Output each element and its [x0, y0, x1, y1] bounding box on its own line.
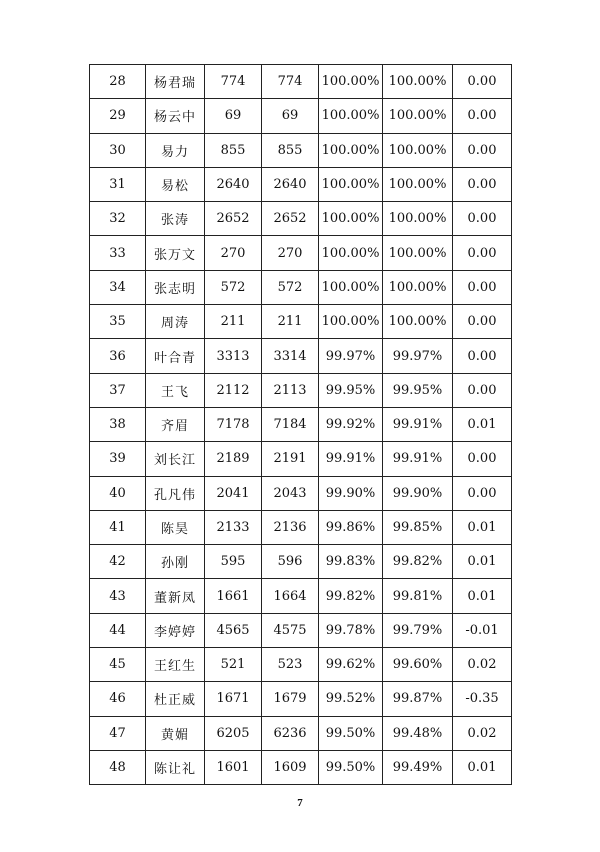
count-b-cell: 211	[262, 305, 319, 339]
row-number-cell: 48	[90, 750, 146, 784]
name-cell: 叶合青	[146, 339, 205, 373]
count-b-cell: 855	[262, 133, 319, 167]
percent-2-cell: 99.85%	[383, 510, 453, 544]
percent-1-cell: 99.97%	[319, 339, 383, 373]
count-a-cell: 572	[205, 270, 262, 304]
difference-cell: 0.00	[453, 305, 512, 339]
percent-2-cell: 99.90%	[383, 476, 453, 510]
count-a-cell: 2041	[205, 476, 262, 510]
percent-2-cell: 99.60%	[383, 648, 453, 682]
difference-cell: 0.00	[453, 270, 512, 304]
table-row	[90, 270, 512, 304]
count-b-cell: 2043	[262, 476, 319, 510]
name-cell: 陈让礼	[146, 750, 205, 784]
row-number-cell: 42	[90, 545, 146, 579]
percent-2-cell: 99.91%	[383, 407, 453, 441]
count-b-cell: 596	[262, 545, 319, 579]
count-a-cell: 521	[205, 648, 262, 682]
name-cell: 杨云中	[146, 99, 205, 133]
percent-1-cell: 99.50%	[319, 716, 383, 750]
percent-2-cell: 100.00%	[383, 202, 453, 236]
percent-1-cell: 99.50%	[319, 750, 383, 784]
percent-1-cell: 100.00%	[319, 65, 383, 99]
name-cell: 杜正威	[146, 682, 205, 716]
table-row	[90, 716, 512, 750]
table-body	[90, 65, 512, 785]
table-row	[90, 648, 512, 682]
percent-1-cell: 100.00%	[319, 99, 383, 133]
table-row	[90, 442, 512, 476]
count-a-cell: 855	[205, 133, 262, 167]
difference-cell: 0.01	[453, 510, 512, 544]
table-row	[90, 476, 512, 510]
count-b-cell: 4575	[262, 613, 319, 647]
count-a-cell: 4565	[205, 613, 262, 647]
count-b-cell: 6236	[262, 716, 319, 750]
count-a-cell: 2652	[205, 202, 262, 236]
count-b-cell: 2136	[262, 510, 319, 544]
name-cell: 张涛	[146, 202, 205, 236]
count-b-cell: 2113	[262, 373, 319, 407]
name-cell: 李婷婷	[146, 613, 205, 647]
percent-2-cell: 100.00%	[383, 270, 453, 304]
count-b-cell: 1609	[262, 750, 319, 784]
count-a-cell: 1671	[205, 682, 262, 716]
count-b-cell: 3314	[262, 339, 319, 373]
difference-cell: 0.00	[453, 339, 512, 373]
count-a-cell: 211	[205, 305, 262, 339]
table-row	[90, 65, 512, 99]
data-table	[89, 64, 512, 785]
count-b-cell: 1679	[262, 682, 319, 716]
difference-cell: 0.00	[453, 167, 512, 201]
row-number-cell: 45	[90, 648, 146, 682]
count-a-cell: 2640	[205, 167, 262, 201]
difference-cell: 0.00	[453, 133, 512, 167]
percent-2-cell: 99.91%	[383, 442, 453, 476]
name-cell: 董新凤	[146, 579, 205, 613]
row-number-cell: 36	[90, 339, 146, 373]
table-row	[90, 613, 512, 647]
percent-2-cell: 100.00%	[383, 99, 453, 133]
percent-1-cell: 99.52%	[319, 682, 383, 716]
percent-1-cell: 99.86%	[319, 510, 383, 544]
percent-1-cell: 100.00%	[319, 270, 383, 304]
table-row	[90, 373, 512, 407]
difference-cell: 0.01	[453, 407, 512, 441]
row-number-cell: 41	[90, 510, 146, 544]
name-cell: 张万文	[146, 236, 205, 270]
row-number-cell: 29	[90, 99, 146, 133]
difference-cell: 0.00	[453, 202, 512, 236]
percent-1-cell: 99.91%	[319, 442, 383, 476]
percent-1-cell: 100.00%	[319, 236, 383, 270]
name-cell: 易力	[146, 133, 205, 167]
difference-cell: 0.01	[453, 579, 512, 613]
table-row	[90, 236, 512, 270]
row-number-cell: 46	[90, 682, 146, 716]
percent-1-cell: 100.00%	[319, 133, 383, 167]
difference-cell: 0.00	[453, 442, 512, 476]
percent-2-cell: 99.97%	[383, 339, 453, 373]
row-number-cell: 39	[90, 442, 146, 476]
row-number-cell: 37	[90, 373, 146, 407]
name-cell: 黄媚	[146, 716, 205, 750]
count-a-cell: 6205	[205, 716, 262, 750]
difference-cell: 0.02	[453, 716, 512, 750]
count-b-cell: 572	[262, 270, 319, 304]
percent-2-cell: 100.00%	[383, 133, 453, 167]
table-row	[90, 510, 512, 544]
table-row	[90, 202, 512, 236]
page-number: 7	[297, 797, 303, 809]
count-a-cell: 2133	[205, 510, 262, 544]
percent-1-cell: 99.82%	[319, 579, 383, 613]
count-a-cell: 7178	[205, 407, 262, 441]
row-number-cell: 31	[90, 167, 146, 201]
name-cell: 齐眉	[146, 407, 205, 441]
difference-cell: 0.00	[453, 373, 512, 407]
percent-2-cell: 100.00%	[383, 236, 453, 270]
count-b-cell: 774	[262, 65, 319, 99]
table-row	[90, 682, 512, 716]
count-a-cell: 1601	[205, 750, 262, 784]
name-cell: 易松	[146, 167, 205, 201]
percent-1-cell: 100.00%	[319, 167, 383, 201]
name-cell: 王红生	[146, 648, 205, 682]
difference-cell: 0.01	[453, 750, 512, 784]
table-row	[90, 339, 512, 373]
percent-1-cell: 99.83%	[319, 545, 383, 579]
percent-1-cell: 99.90%	[319, 476, 383, 510]
difference-cell: 0.00	[453, 99, 512, 133]
count-b-cell: 2191	[262, 442, 319, 476]
row-number-cell: 44	[90, 613, 146, 647]
count-b-cell: 2640	[262, 167, 319, 201]
name-cell: 刘长江	[146, 442, 205, 476]
difference-cell: -0.01	[453, 613, 512, 647]
name-cell: 孔凡伟	[146, 476, 205, 510]
row-number-cell: 43	[90, 579, 146, 613]
row-number-cell: 34	[90, 270, 146, 304]
row-number-cell: 30	[90, 133, 146, 167]
table-row	[90, 99, 512, 133]
difference-cell: 0.01	[453, 545, 512, 579]
difference-cell: 0.00	[453, 65, 512, 99]
count-b-cell: 2652	[262, 202, 319, 236]
table-row	[90, 545, 512, 579]
count-a-cell: 2189	[205, 442, 262, 476]
count-a-cell: 3313	[205, 339, 262, 373]
name-cell: 王飞	[146, 373, 205, 407]
count-b-cell: 1664	[262, 579, 319, 613]
count-a-cell: 2112	[205, 373, 262, 407]
percent-1-cell: 99.92%	[319, 407, 383, 441]
percent-2-cell: 99.87%	[383, 682, 453, 716]
percent-1-cell: 99.95%	[319, 373, 383, 407]
count-a-cell: 69	[205, 99, 262, 133]
name-cell: 陈昊	[146, 510, 205, 544]
percent-2-cell: 99.79%	[383, 613, 453, 647]
row-number-cell: 47	[90, 716, 146, 750]
percent-2-cell: 100.00%	[383, 65, 453, 99]
row-number-cell: 40	[90, 476, 146, 510]
difference-cell: 0.00	[453, 236, 512, 270]
percent-2-cell: 99.48%	[383, 716, 453, 750]
row-number-cell: 28	[90, 65, 146, 99]
percent-2-cell: 99.95%	[383, 373, 453, 407]
row-number-cell: 33	[90, 236, 146, 270]
percent-1-cell: 100.00%	[319, 202, 383, 236]
name-cell: 周涛	[146, 305, 205, 339]
count-a-cell: 270	[205, 236, 262, 270]
percent-2-cell: 99.49%	[383, 750, 453, 784]
row-number-cell: 32	[90, 202, 146, 236]
difference-cell: 0.00	[453, 476, 512, 510]
difference-cell: 0.02	[453, 648, 512, 682]
percent-1-cell: 100.00%	[319, 305, 383, 339]
table-row	[90, 133, 512, 167]
count-b-cell: 523	[262, 648, 319, 682]
percent-1-cell: 99.62%	[319, 648, 383, 682]
percent-2-cell: 100.00%	[383, 167, 453, 201]
table-row	[90, 750, 512, 784]
name-cell: 杨君瑞	[146, 65, 205, 99]
row-number-cell: 35	[90, 305, 146, 339]
percent-2-cell: 99.81%	[383, 579, 453, 613]
count-a-cell: 595	[205, 545, 262, 579]
row-number-cell: 38	[90, 407, 146, 441]
difference-cell: -0.35	[453, 682, 512, 716]
count-b-cell: 270	[262, 236, 319, 270]
table-row	[90, 579, 512, 613]
name-cell: 孙刚	[146, 545, 205, 579]
percent-2-cell: 99.82%	[383, 545, 453, 579]
table-row	[90, 305, 512, 339]
count-b-cell: 69	[262, 99, 319, 133]
table-row	[90, 167, 512, 201]
table-row	[90, 407, 512, 441]
count-a-cell: 1661	[205, 579, 262, 613]
percent-1-cell: 99.78%	[319, 613, 383, 647]
count-a-cell: 774	[205, 65, 262, 99]
percent-2-cell: 100.00%	[383, 305, 453, 339]
name-cell: 张志明	[146, 270, 205, 304]
count-b-cell: 7184	[262, 407, 319, 441]
